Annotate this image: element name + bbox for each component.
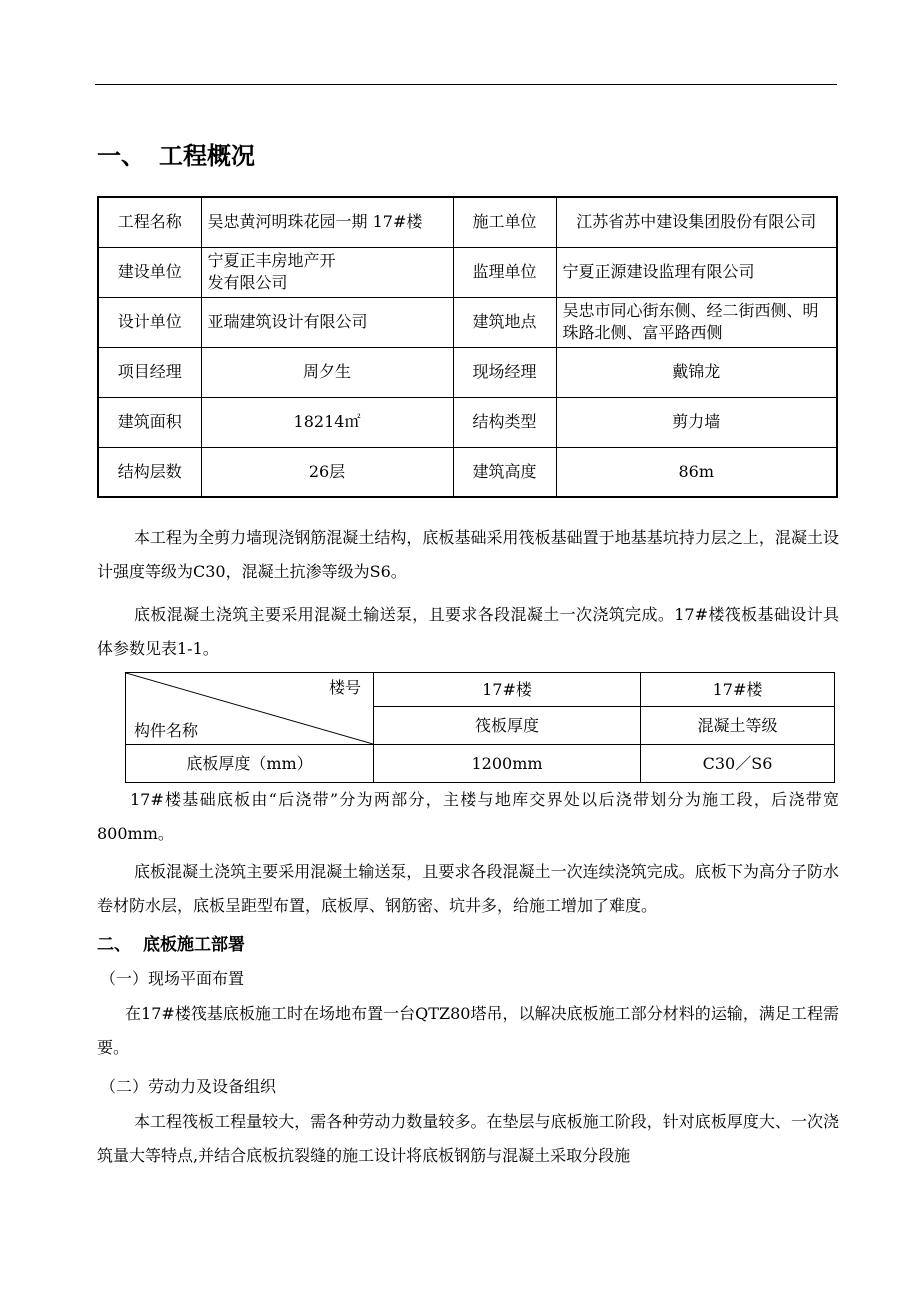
value-cell: 宁夏正源建设监理有限公司 [556, 247, 837, 297]
table-row [98, 347, 837, 397]
column-header: 筏板厚度 [374, 707, 641, 745]
table-row [98, 447, 837, 497]
header-rule [95, 84, 837, 85]
corner-bottom-label: 构件名称 [134, 721, 199, 740]
value-cell: 剪力墙 [556, 397, 837, 447]
label-cell: 建筑面积 [98, 397, 201, 447]
building-cell: 17#楼 [374, 673, 641, 707]
table-row [126, 673, 835, 707]
label-cell: 建筑地点 [453, 297, 556, 347]
table-row [98, 197, 837, 247]
project-overview-table [97, 196, 838, 498]
subsection-heading: （一）现场平面布置 [100, 969, 245, 988]
subsection-heading: （二）劳动力及设备组织 [100, 1077, 277, 1096]
paragraph: 17#楼基础底板由“后浇带”分为两部分，主楼与地库交界处以后浇带划分为施工段，后浇带宽800mm。 [97, 790, 839, 843]
section-heading-2 [97, 930, 245, 955]
label-cell: 结构层数 [98, 447, 201, 497]
corner-top-label: 楼号 [328, 678, 361, 697]
column-header: 混凝土等级 [641, 707, 835, 745]
value-cell: 亚瑞建筑设计有限公司 [201, 297, 453, 347]
section-heading-1 [97, 136, 255, 171]
table-row [98, 247, 837, 297]
row-label: 底板厚度（mm） [126, 745, 374, 783]
table-row [98, 397, 837, 447]
value-cell: 周夕生 [201, 347, 453, 397]
value-cell: 吴忠黄河明珠花园一期 17#楼 [201, 197, 453, 247]
value-cell: 1200mm [374, 745, 641, 783]
raft-parameter-table [125, 672, 835, 783]
paragraph: 底板混凝土浇筑主要采用混凝土输送泵，且要求各段混凝土一次浇筑完成。17#楼筏板基础设计具体参数见表1-1。 [97, 605, 839, 658]
building-cell: 17#楼 [641, 673, 835, 707]
paragraph: 本工程筏板工程量较大，需各种劳动力数量较多。在垫层与底板施工阶段，针对底板厚度大、一次浇筑量大等特点,并结合底板抗裂缝的施工设计将底板钢筋与混凝土采取分段施 [97, 1112, 839, 1165]
value-cell: 宁夏正丰房地产开发有限公司 [201, 247, 453, 297]
section-number: 一、 [97, 142, 145, 170]
table-row [98, 297, 837, 347]
paragraph: 在17#楼筏基底板施工时在场地布置一台QTZ80塔吊，以解决底板施工部分材料的运输，满足工程需要。 [97, 1004, 839, 1057]
paragraph: 本工程为全剪力墙现浇钢筋混凝土结构，底板基础采用筏板基础置于地基基坑持力层之上，混凝土设计强度等级为C30，混凝土抗渗等级为S6。 [97, 528, 839, 581]
diagonal-header-cell [126, 673, 374, 745]
label-cell: 现场经理 [453, 347, 556, 397]
label-cell: 施工单位 [453, 197, 556, 247]
value-cell: 86m [556, 447, 837, 497]
label-cell: 项目经理 [98, 347, 201, 397]
value-cell: 26层 [201, 447, 453, 497]
label-cell: 建设单位 [98, 247, 201, 297]
value-cell: 18214㎡ [201, 397, 453, 447]
value-cell: 吴忠市同心街东侧、经二街西侧、明珠路北侧、富平路西侧 [556, 297, 837, 347]
label-cell: 设计单位 [98, 297, 201, 347]
table-row [126, 745, 835, 783]
label-cell: 建筑高度 [453, 447, 556, 497]
label-cell: 结构类型 [453, 397, 556, 447]
value-cell: C30／S6 [641, 745, 835, 783]
value-cell: 戴锦龙 [556, 347, 837, 397]
section-number: 二、 [97, 935, 131, 955]
section-title: 底板施工部署 [143, 935, 245, 955]
value-cell: 江苏省苏中建设集团股份有限公司 [556, 197, 837, 247]
section-title: 工程概况 [159, 142, 255, 170]
label-cell: 工程名称 [98, 197, 201, 247]
label-cell: 监理单位 [453, 247, 556, 297]
paragraph: 底板混凝土浇筑主要采用混凝土输送泵，且要求各段混凝土一次连续浇筑完成。底板下为高分子防水卷材防水层，底板呈距型布置，底板厚、钢筋密、坑井多，给施工增加了难度。 [97, 862, 839, 915]
